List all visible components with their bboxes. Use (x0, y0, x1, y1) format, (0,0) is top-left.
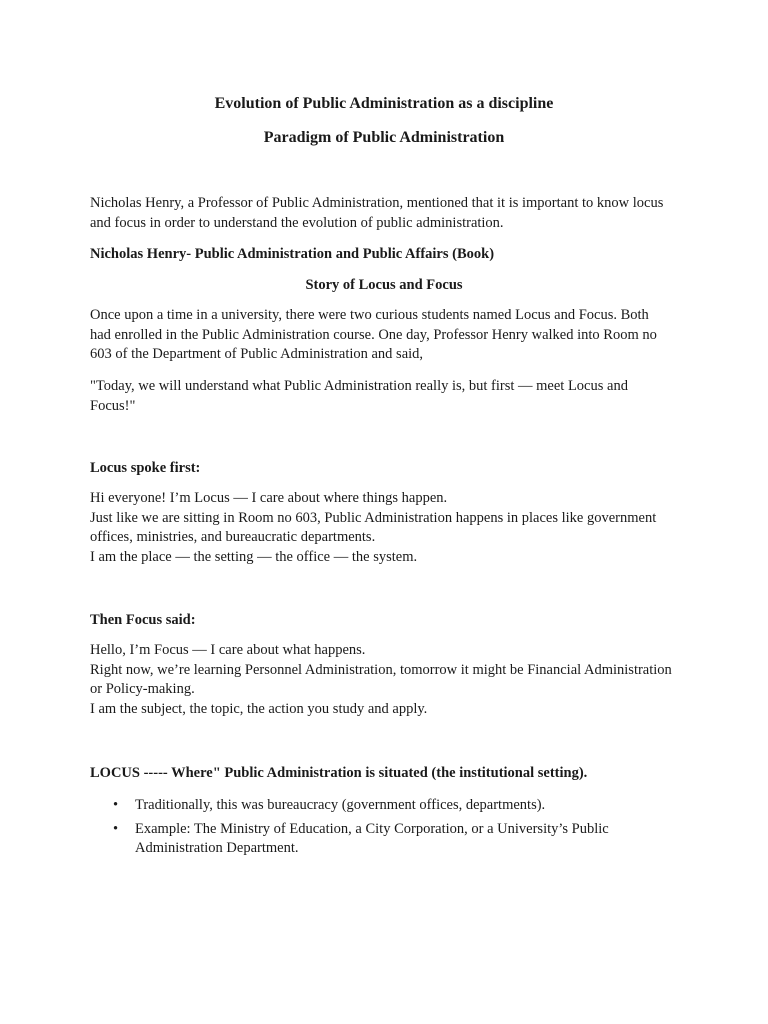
story-line: Once upon a time in a university, there were two curious students named Locus and Focus. Both (90, 307, 649, 323)
intro-line: Nicholas Henry, a Professor of Public Administration, mentioned that it is important to know locus (90, 195, 664, 211)
locus-definition-heading: LOCUS ----- Where" Public Administration is situated (the institutional setting). (90, 765, 588, 781)
locus-line: Just like we are sitting in Room no 603, Public Administration happens in places like government (90, 509, 657, 526)
locus-paragraph (90, 489, 688, 567)
focus-line: I am the subject, the topic, the action you study and apply. (90, 700, 428, 717)
bullet-text: Traditionally, this was bureaucracy (government offices, departments). (135, 797, 546, 813)
story-heading: Story of Locus and Focus (305, 277, 463, 293)
locus-line: Hi everyone! I’m Locus — I care about where things happen. (90, 490, 448, 506)
locus-line: I am the place — the setting — the office — the system. (90, 548, 418, 565)
story-paragraph (90, 306, 688, 365)
bullet-text: Administration Department. (135, 840, 299, 856)
bullet-text: Example: The Ministry of Education, a City Corporation, or a University’s Public (135, 820, 609, 837)
bullet-icon: • (113, 797, 119, 813)
intro-paragraph (90, 194, 688, 233)
bullet-icon: • (113, 820, 119, 837)
document-title: Evolution of Public Administration as a discipline (214, 95, 554, 112)
focus-paragraph (90, 641, 688, 719)
focus-heading: Then Focus said: (90, 612, 196, 628)
story-line: 603 of the Department of Public Administration and said, (90, 346, 424, 362)
locus-bullet-list (90, 796, 690, 863)
locus-heading: Locus spoke first: (90, 460, 201, 476)
book-reference: Nicholas Henry- Public Administration and Public Affairs (Book) (90, 246, 495, 262)
focus-line: Hello, I’m Focus — I care about what happens. (90, 642, 366, 658)
focus-line: Right now, we’re learning Personnel Administration, tomorrow it might be Financial Administration (90, 661, 672, 678)
list-item (90, 820, 690, 859)
focus-line: or Policy-making. (90, 681, 195, 697)
quote-paragraph (90, 377, 688, 416)
locus-line: offices, ministries, and bureaucratic departments. (90, 529, 376, 545)
document-subtitle: Paradigm of Public Administration (263, 129, 505, 146)
intro-line: and focus in order to understand the evolution of public administration. (90, 214, 504, 231)
list-item (90, 796, 690, 816)
quote-line: "Today, we will understand what Public Administration really is, but first — meet Locus and (90, 378, 628, 394)
quote-line: Focus!" (90, 397, 136, 414)
story-line: had enrolled in the Public Administration course. One day, Professor Henry walked into Room no (90, 326, 657, 343)
